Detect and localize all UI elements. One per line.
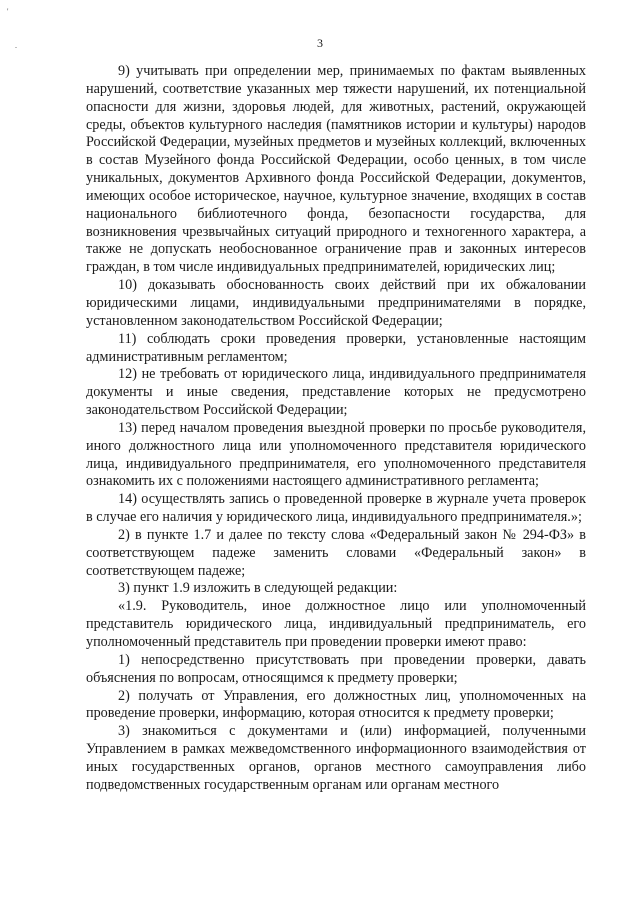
paragraph-right-3: 3) знакомиться с документами и (или) информацией, полученными Управлением в рамках межведомственного информационного взаимодействия от иных государственных органов, органов местного самоуправления либо подведомственных государственным органам или органам местного xyxy=(86,723,586,793)
scan-artifact-mark: ' xyxy=(7,7,9,16)
scan-artifact-mark: . xyxy=(15,41,17,50)
paragraph-clause-1-9: «1.9. Руководитель, иное должностное лицо или уполномоченный представитель юридического лица, индивидуальный предприниматель, его уполномоченный представитель при проведении проверки имеют право: xyxy=(86,598,586,650)
paragraph-right-1: 1) непосредственно присутствовать при проведении проверки, давать объяснения по вопросам, относящимся к предмету проверки; xyxy=(86,651,586,686)
paragraph-item-10: 10) доказывать обоснованность своих действий при их обжаловании юридическими лицами, индивидуальными предпринимателями в порядке, установленном законодательством Российской Федерации; xyxy=(86,277,586,329)
paragraph-item-11: 11) соблюдать сроки проведения проверки, установленные настоящим административным регламентом; xyxy=(86,330,586,365)
paragraph-item-12: 12) не требовать от юридического лица, индивидуального предпринимателя документы и иные сведения, представление которых не предусмотрено законодательством Российской Федерации; xyxy=(86,366,586,419)
paragraph-item-14: 14) осуществлять запись о проведенной проверке в журнале учета проверок в случае его наличия у юридического лица, индивидуального предпринимателя.»; xyxy=(86,491,586,526)
document-body xyxy=(86,63,586,795)
paragraph-amendment-2: 2) в пункте 1.7 и далее по тексту слова «Федеральный закон № 294-ФЗ» в соответствующем падеже заменить словами «Федеральный закон» в соответствующем падеже; xyxy=(86,526,586,579)
paragraph-right-2: 2) получать от Управления, его должностных лиц, уполномоченных на проведение проверки, информацию, которая относится к предмету проверки; xyxy=(86,687,586,722)
paragraph-item-9: 9) учитывать при определении мер, принимаемых по фактам выявленных нарушений, соответствие указанных мер тяжести нарушений, их потенциальной опасности для жизни, здоровья людей, для животных, растений, окружающей среды, объектов культурного наследия (памятников истории и культуры) народов Российской Федерации, музейных предметов и музейных коллекций, включенных в состав Музейного фонда Российской Федерации, особо ценных, в том числе уникальных, документов Архивного фонда Российской Федерации, документов, имеющих особое историческое, научное, культурное значение, входящих в состав национального библиотечного фонда, безопасности государства, для возникновения чрезвычайных ситуаций природного и техногенного характера, а также не допускать необоснованное ограничение прав и законных интересов граждан, в том числе индивидуальных предпринимателей, юридических лиц; xyxy=(86,63,586,276)
paragraph-item-13: 13) перед началом проведения выездной проверки по просьбе руководителя, иного должностного лица или уполномоченного представителя юридического лица, индивидуального предпринимателя, его уполномоченного представителя ознакомить их с положениями настоящего административного регламента; xyxy=(86,419,586,490)
page-number: 3 xyxy=(317,36,323,50)
paragraph-amendment-3: 3) пункт 1.9 изложить в следующей редакции: xyxy=(118,580,398,597)
